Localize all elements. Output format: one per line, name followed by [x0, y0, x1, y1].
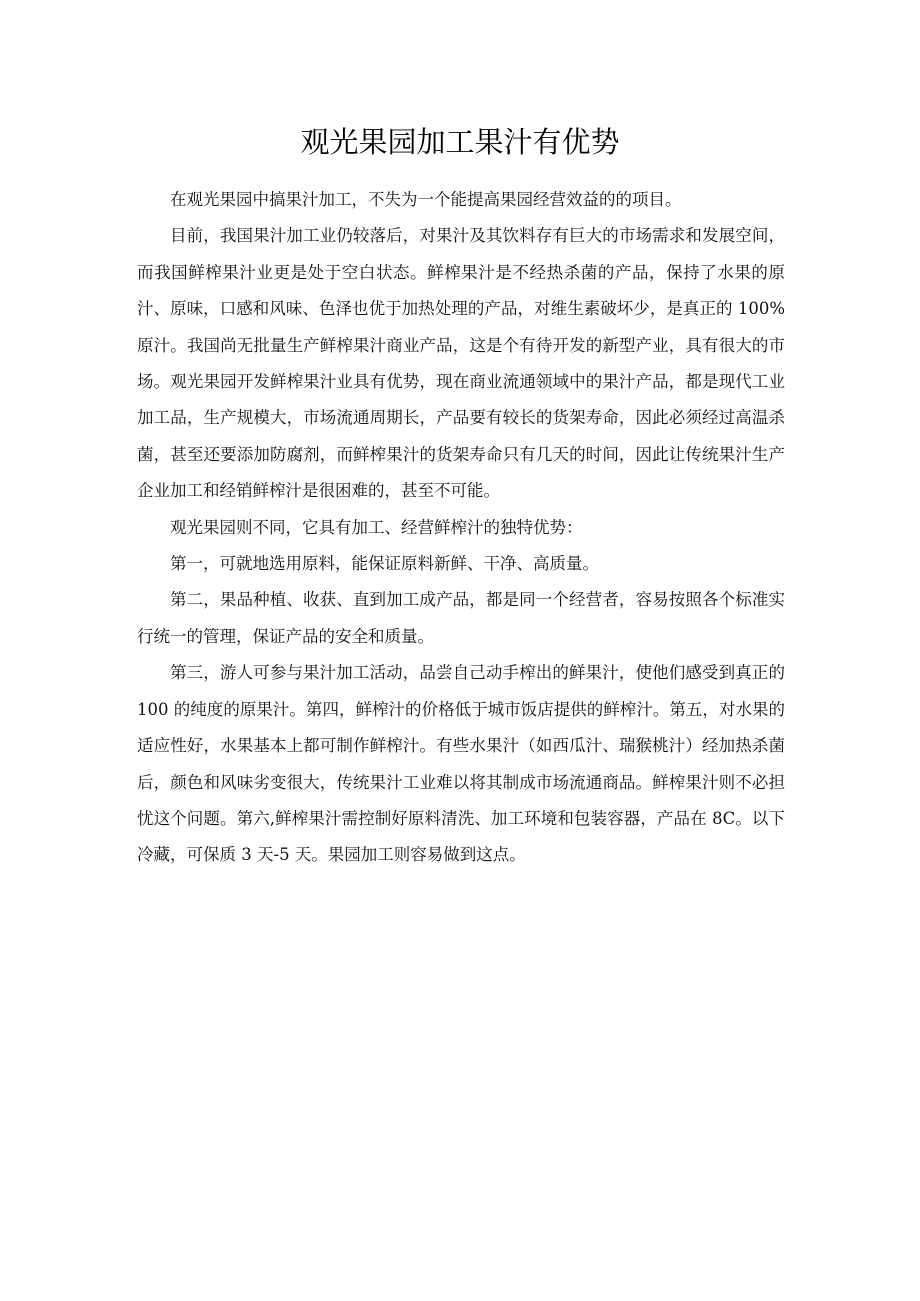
paragraph: 第二，果品种植、收获、直到加工成产品，都是同一个经营者，容易按照各个标准实行统一的管理，保证产品的安全和质量。: [137, 590, 785, 646]
paragraph: 第三，游人可参与果汁加工活动，品尝自己动手榨出的鲜果汁，使他们感受到真正的 100 的纯度的原果汁。第四，鲜榨汁的价格低于城市饭店提供的鲜榨汁。第五，对水果的适应性好，水果基本上都可制作鲜榨汁。有些水果汁（如西瓜汁、瑞猴桃汁）经加热杀菌后，颜色和风味劣变很大，传统果汁工业难以将其制成市场流通商品。鲜榨果汁则不必担忧这个问题。第六,鲜榨果汁需控制好原料清洗、加工环境和包装容器，产品在 8C。以下冷藏，可保质 3 天-5 天。果园加工则容易做到这点。: [137, 663, 785, 865]
paragraph: 第一，可就地选用原料，能保证原料新鲜、干净、高质量。: [170, 554, 599, 574]
paragraph: 在观光果园中搞果汁加工，不失为一个能提高果园经营效益的的项目。: [170, 190, 682, 209]
document-title: 观光果园加工果汁有优势: [300, 125, 620, 159]
document-body: [137, 182, 785, 874]
paragraph: 观光果园则不同，它具有加工、经营鲜榨汁的独特优势：: [170, 517, 583, 537]
paragraph: 目前，我国果汁加工业仍较落后，对果汁及其饮料存有巨大的市场需求和发展空间，而我国鲜榨果汁业更是处于空白状态。鲜榨果汁是不经热杀菌的产品，保持了水果的原汁、原味，口感和风味、色泽也优于加热处理的产品，对维生素破坏少，是真正的 100%原汁。我国尚无批量生产鲜榨果汁商业产品，这是个有待开发的新型产业，具有很大的市场。观光果园开发鲜榨果汁业具有优势，现在商业流通领域中的果汁产品，都是现代工业加工品，生产规模大，市场流通周期长，产品要有较长的货架寿命，因此必须经过高温杀菌，甚至还要添加防腐剂，而鲜榨果汁的货架寿命只有几天的时间，因此让传统果汁生产企业加工和经销鲜榨汁是很困难的，甚至不可能。: [137, 226, 785, 501]
